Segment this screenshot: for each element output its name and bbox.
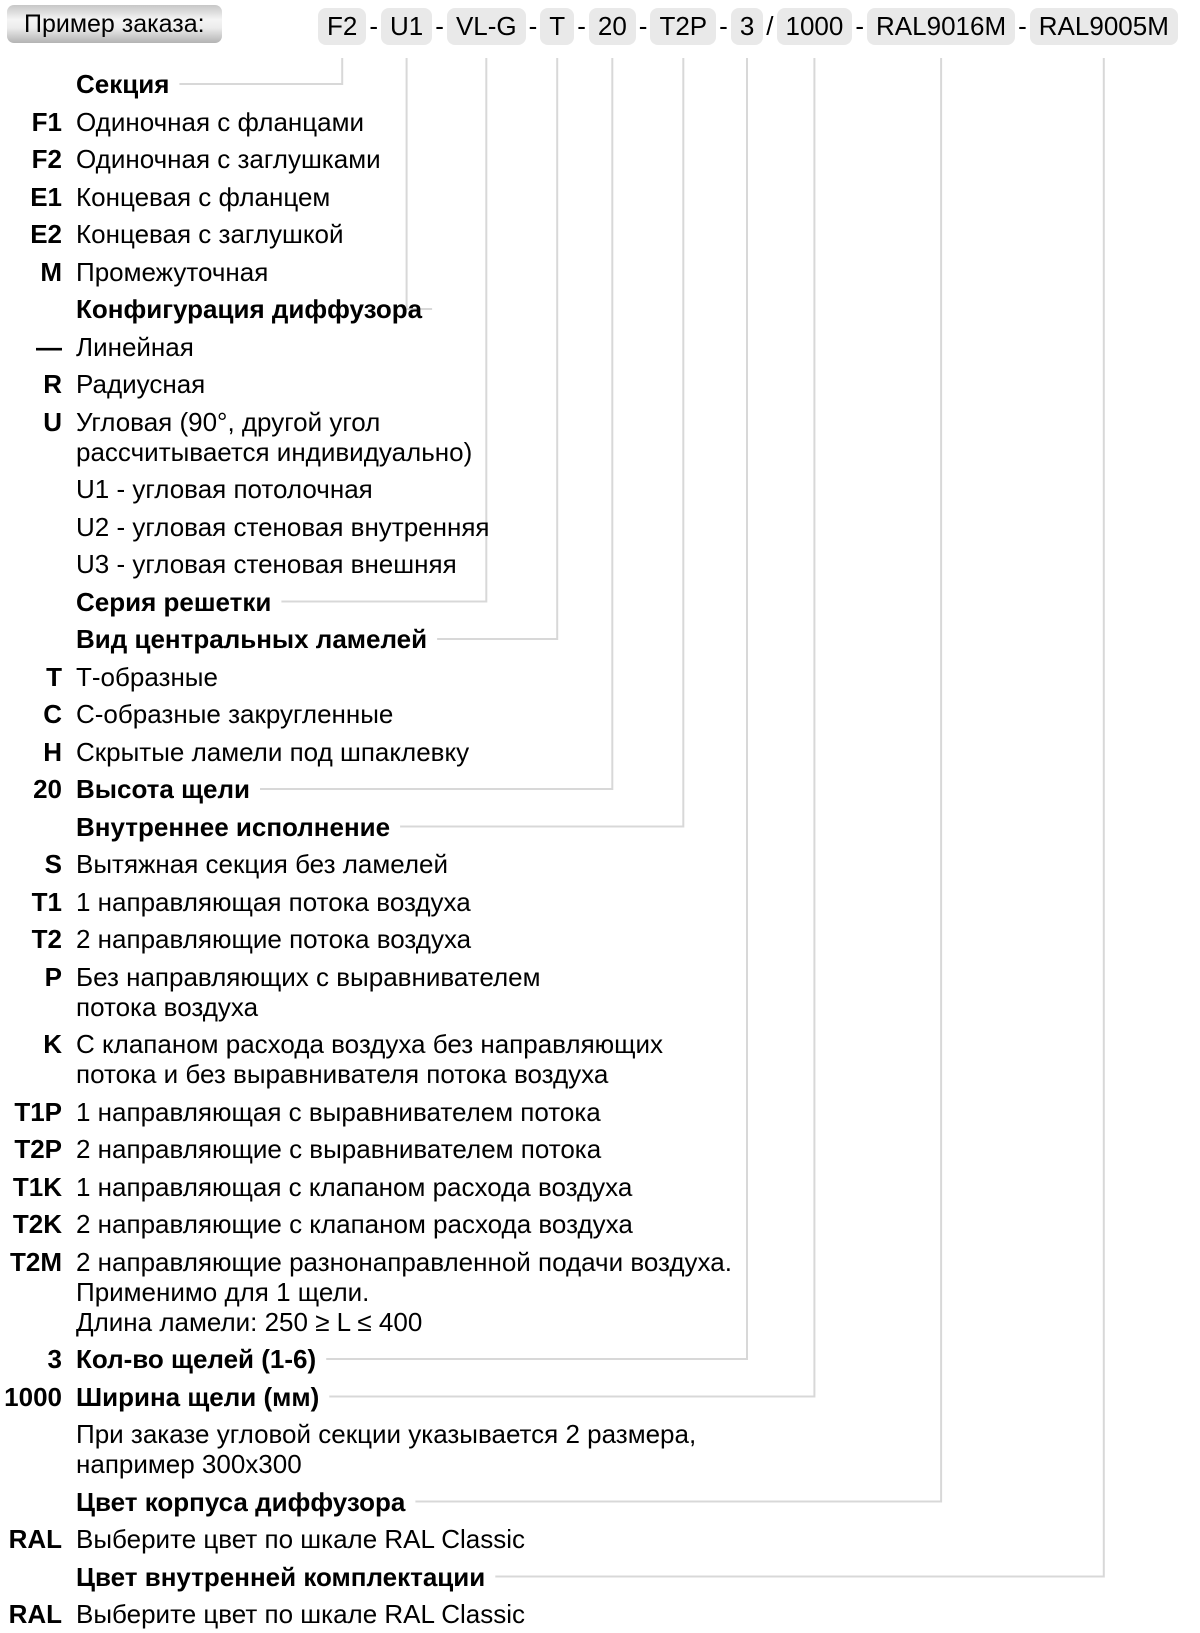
legend-row [0, 182, 790, 212]
legend-description: Скрытые ламели под шпаклевку [76, 736, 470, 767]
legend-row [0, 219, 790, 249]
legend-section-title: Высота щели [76, 774, 250, 804]
legend-code: T2P [14, 1134, 62, 1164]
legend-row [0, 1247, 790, 1337]
legend-description: Без направляющих с выравнивателем потока воздуха [76, 961, 541, 1022]
code-segment-VL-G: VL-G [447, 8, 526, 45]
legend-row [0, 1097, 790, 1127]
code-separator: - [577, 11, 586, 41]
legend-header-row [0, 812, 790, 842]
legend-description: Радиусная [76, 369, 206, 399]
legend-description: Концевая с заглушкой [76, 219, 344, 249]
legend-code: 20 [33, 774, 62, 804]
legend-code: P [44, 961, 62, 992]
legend-row [0, 962, 790, 1022]
legend-description: 2 направляющие с клапаном расхода воздуха [76, 1209, 633, 1239]
legend-code: — [36, 331, 62, 362]
legend-section-title: Внутреннее исполнение [76, 811, 391, 842]
legend-description: Одиночная с фланцами [76, 106, 365, 137]
legend-header-row [0, 69, 790, 99]
legend-row [0, 257, 790, 287]
legend-code: T2 [31, 924, 62, 954]
legend-row [0, 1419, 790, 1479]
legend-description: U2 - угловая стеновая внутренняя [76, 511, 490, 542]
legend-code: C [43, 699, 62, 729]
legend-description: Линейная [76, 331, 194, 362]
legend-row [0, 1134, 790, 1164]
legend-row [0, 1172, 790, 1202]
code-separator: - [435, 11, 444, 41]
legend-row [0, 332, 790, 362]
legend-row [0, 144, 790, 174]
legend-section-title: Серия решетки [76, 586, 272, 617]
code-separator: - [1018, 11, 1027, 41]
legend-description: Выберите цвет по шкале RAL Classic [76, 1599, 526, 1629]
legend-description: С клапаном расхода воздуха без направляющих потока и без выравнивателя потока воздуха [76, 1029, 664, 1089]
legend-header-row [0, 1344, 790, 1374]
legend-description: Угловая (90°, другой угол рассчитывается индивидуально) [76, 406, 473, 467]
legend-row [0, 369, 790, 399]
code-separator: - [528, 11, 538, 41]
legend-code: T1K [12, 1171, 62, 1202]
legend-section-title: Цвет внутренней комплектации [76, 1561, 486, 1592]
legend-row [0, 107, 790, 137]
legend-description: 1 направляющая с клапаном расхода воздуха [76, 1171, 633, 1202]
legend-code: K [43, 1029, 62, 1059]
legend-code: T1P [14, 1096, 62, 1127]
legend-row [0, 1524, 790, 1554]
legend-row [0, 662, 790, 692]
order-code-bar [318, 8, 1178, 45]
legend-description: При заказе угловой секции указывается 2 размера, например 300x300 [76, 1419, 697, 1479]
legend-code: F1 [31, 106, 62, 137]
legend-row [0, 1209, 790, 1239]
legend-description: Вытяжная секция без ламелей [76, 849, 448, 879]
legend-code: T2M [10, 1246, 62, 1277]
legend-description: 2 направляющие разнонаправленной подачи воздуха. Применимо для 1 щели. Длина ламели: 250 ≥ L ≤ 400 [76, 1246, 732, 1337]
legend-description: Выберите цвет по шкале RAL Classic [76, 1524, 526, 1554]
code-segment-F2: F2 [318, 8, 366, 45]
legend-row [0, 512, 790, 542]
code-segment-1000: 1000 [777, 8, 853, 45]
legend-header-row [0, 1562, 790, 1592]
legend-description: Концевая с фланцем [76, 181, 331, 212]
legend-code: F2 [31, 144, 62, 174]
legend-header-row [0, 294, 790, 324]
code-separator: / [766, 11, 774, 41]
legend-section-title: Кол-во щелей (1-6) [76, 1344, 317, 1374]
legend-code: 3 [47, 1344, 62, 1374]
code-separator: - [719, 11, 728, 41]
legend-code: 1000 [4, 1381, 62, 1412]
legend-row [0, 407, 790, 467]
legend-list [0, 69, 790, 1633]
legend-description: 2 направляющие с выравнивателем потока [76, 1134, 602, 1164]
legend-description: Одиночная с заглушками [76, 144, 381, 174]
code-segment-RAL9016M: RAL9016M [867, 8, 1015, 45]
code-segment-RAL9005M: RAL9005M [1030, 8, 1178, 45]
legend-code: T [46, 661, 62, 692]
legend-code: RAL [8, 1599, 62, 1629]
legend-code: H [43, 736, 62, 767]
legend-header-row [0, 774, 790, 804]
legend-header-row [0, 587, 790, 617]
legend-row [0, 924, 790, 954]
code-segment-U1: U1 [381, 8, 432, 45]
legend-row [0, 1599, 790, 1629]
legend-description: С-образные закругленные [76, 699, 394, 729]
legend-code: S [44, 849, 62, 879]
legend-row [0, 1029, 790, 1089]
code-segment-20: 20 [589, 8, 636, 45]
code-segment-T2P: T2P [650, 8, 716, 45]
legend-description: 2 направляющие потока воздуха [76, 924, 472, 954]
legend-section-title: Секция [76, 69, 170, 99]
legend-code: R [43, 369, 62, 399]
code-separator: - [369, 11, 379, 41]
code-separator: - [638, 11, 648, 41]
legend-description: 1 направляющая с выравнивателем потока [76, 1096, 601, 1127]
order-example-badge [7, 5, 222, 43]
legend-code: U [43, 406, 62, 437]
legend-section-title: Цвет корпуса диффузора [76, 1486, 406, 1517]
legend-row [0, 887, 790, 917]
order-example-label: Пример заказа: [24, 9, 205, 38]
legend-description: U3 - угловая стеновая внешняя [76, 549, 457, 579]
legend-code: RAL [8, 1524, 62, 1554]
legend-description: Промежуточная [76, 256, 269, 287]
code-segment-T: T [540, 8, 574, 45]
legend-header-row [0, 1382, 790, 1412]
legend-row [0, 849, 790, 879]
legend-code: T2K [12, 1209, 62, 1239]
legend-row [0, 737, 790, 767]
legend-row [0, 699, 790, 729]
legend-description: Т-образные [76, 661, 218, 692]
legend-description: 1 направляющая потока воздуха [76, 886, 471, 917]
legend-row [0, 474, 790, 504]
legend-code: E2 [30, 219, 62, 249]
legend-code: M [40, 256, 62, 287]
legend-row [0, 549, 790, 579]
legend-header-row [0, 624, 790, 654]
legend-code: E1 [30, 181, 62, 212]
legend-code: T1 [31, 886, 62, 917]
legend-section-title: Конфигурация диффузора [76, 294, 423, 324]
legend-header-row [0, 1487, 790, 1517]
legend-section-title: Вид центральных ламелей [76, 624, 428, 654]
code-separator: - [855, 11, 865, 41]
legend-description: U1 - угловая потолочная [76, 474, 373, 504]
legend-section-title: Ширина щели (мм) [76, 1381, 320, 1412]
code-segment-3: 3 [731, 8, 763, 45]
